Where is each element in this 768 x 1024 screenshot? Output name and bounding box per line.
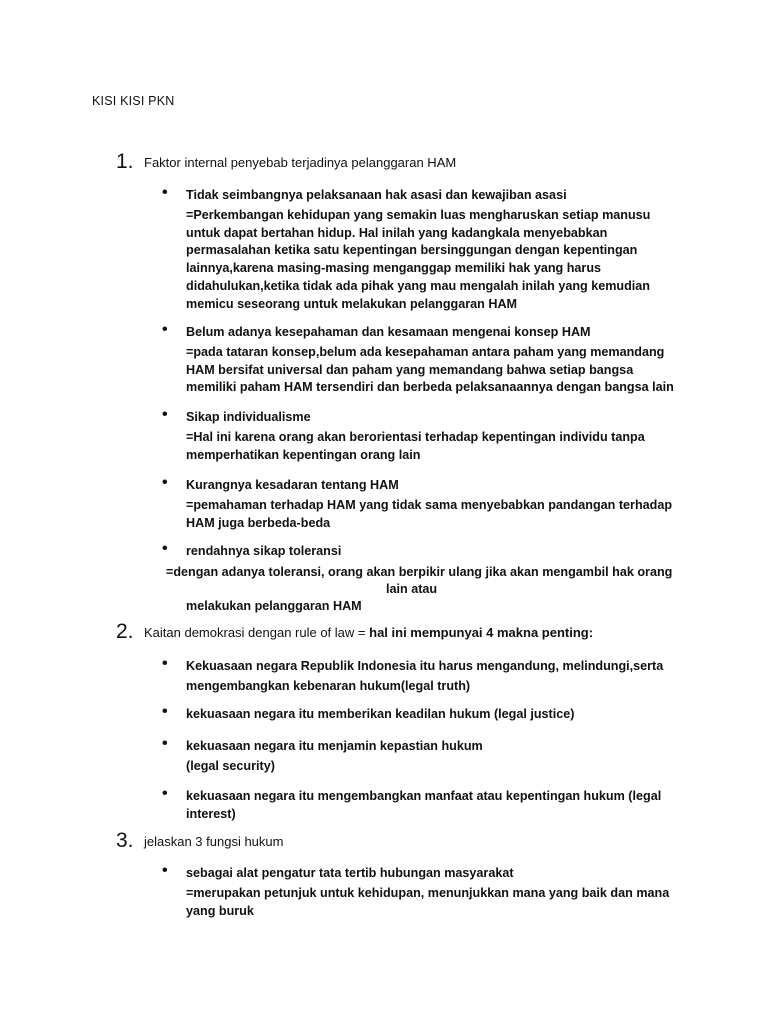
section-heading: jelaskan 3 fungsi hukum [144, 834, 284, 849]
section-number: 3. [116, 829, 134, 852]
bullet-icon: • [162, 540, 168, 557]
text-line: HAM juga berbeda-beda [186, 515, 331, 530]
text-line: =pemahaman terhadap HAM yang tidak sama menyebabkan pandangan terhadap [186, 497, 673, 512]
bullet-icon: • [162, 321, 168, 338]
section-heading [144, 625, 593, 640]
bullet-icon: • [162, 785, 168, 802]
text-line: permasalahan ketika satu kepentingan bersinggungan dengan kepentingan [186, 243, 638, 258]
text-line: Kekuasaan negara Republik Indonesia itu harus mengandung, melindungi,serta [186, 659, 664, 673]
bullet-item [162, 785, 686, 824]
document-title: KISI KISI PKN [92, 94, 175, 108]
text-line: melakukan pelanggaran HAM [186, 599, 362, 613]
text-line: =Hal ini karena orang akan berorientasi terhadap kepentingan individu tanpa [186, 429, 645, 444]
text-line: =dengan adanya toleransi, orang akan berpikir ulang jika akan mengambil hak orang [166, 565, 673, 579]
bullet-item [162, 321, 686, 397]
text-line: Kurangnya kesadaran tentang HAM [186, 478, 399, 492]
text-line: (legal security) [186, 758, 275, 773]
text-line: rendahnya sikap toleransi [186, 544, 342, 558]
text-line: kekuasaan negara itu menjamin kepastian hukum [186, 739, 483, 753]
bullet-item [162, 184, 686, 314]
text-line: memicu seseorang untuk melakukan pelanggaran HAM [186, 296, 518, 311]
bullet-item [162, 735, 686, 776]
section-heading-text: Kaitan demokrasi dengan rule of law = [144, 625, 366, 640]
text-line: interest) [186, 806, 236, 821]
bullet-icon: • [162, 474, 168, 491]
text-line: kekuasaan negara itu mengembangkan manfaat atau kepentingan hukum (legal [186, 789, 662, 803]
text-line: kekuasaan negara itu memberikan keadilan hukum (legal justice) [186, 707, 575, 721]
text-line: HAM bersifat universal dan paham yang memandang bahwa setiap bangsa [186, 362, 634, 377]
text-line: mengembangkan kebenaran hukum(legal truth) [186, 678, 471, 693]
section-number: 1. [116, 150, 134, 173]
bullet-item [162, 862, 686, 920]
text-line: lainnya,karena masing-masing menganggap memiliki hak yang harus [186, 261, 602, 276]
section-number: 2. [116, 620, 134, 643]
text-line: sebagai alat pengatur tata tertib hubungan masyarakat [186, 866, 514, 880]
bullet-icon: • [162, 703, 168, 720]
bullet-icon: • [162, 655, 168, 672]
bullet-item [162, 406, 686, 464]
bullet-item [162, 540, 686, 561]
text-line: Sikap individualisme [186, 410, 311, 424]
text-line: =pada tataran konsep,belum ada kesepahaman antara paham yang memandang [186, 344, 665, 359]
bullet-icon: • [162, 862, 168, 879]
bullet-icon: • [162, 184, 168, 201]
text-line: yang buruk [186, 903, 254, 918]
bullet-item [162, 655, 686, 696]
text-line: memiliki paham HAM tersendiri dan berbeda pelaksanaannya dengan bangsa lain [186, 380, 674, 395]
bullet-item [162, 703, 686, 724]
text-line: lain atau [386, 582, 438, 596]
text-line: Belum adanya kesepahaman dan kesamaan mengenai konsep HAM [186, 325, 591, 339]
text-line: =merupakan petunjuk untuk kehidupan, menunjukkan mana yang baik dan mana [186, 885, 670, 900]
text-line: =Perkembangan kehidupan yang semakin luas mengharuskan setiap manusu [186, 207, 651, 222]
text-line: Tidak seimbangnya pelaksanaan hak asasi dan kewajiban asasi [186, 188, 567, 202]
text-line: memperhatikan kepentingan orang lain [186, 447, 421, 462]
text-line: didahulukan,ketika tidak ada pihak yang mau mengalah inilah yang kemudian [186, 278, 650, 293]
section-heading-bold: hal ini mempunyai 4 makna penting: [369, 625, 594, 640]
section-heading: Faktor internal penyebab terjadinya pelanggaran HAM [144, 155, 457, 170]
bullet-item [162, 474, 686, 532]
bullet-icon: • [162, 735, 168, 752]
bullet-icon: • [162, 406, 168, 423]
text-line: untuk dapat bertahan hidup. Hal inilah yang kadangkala menyebabkan [186, 225, 608, 240]
